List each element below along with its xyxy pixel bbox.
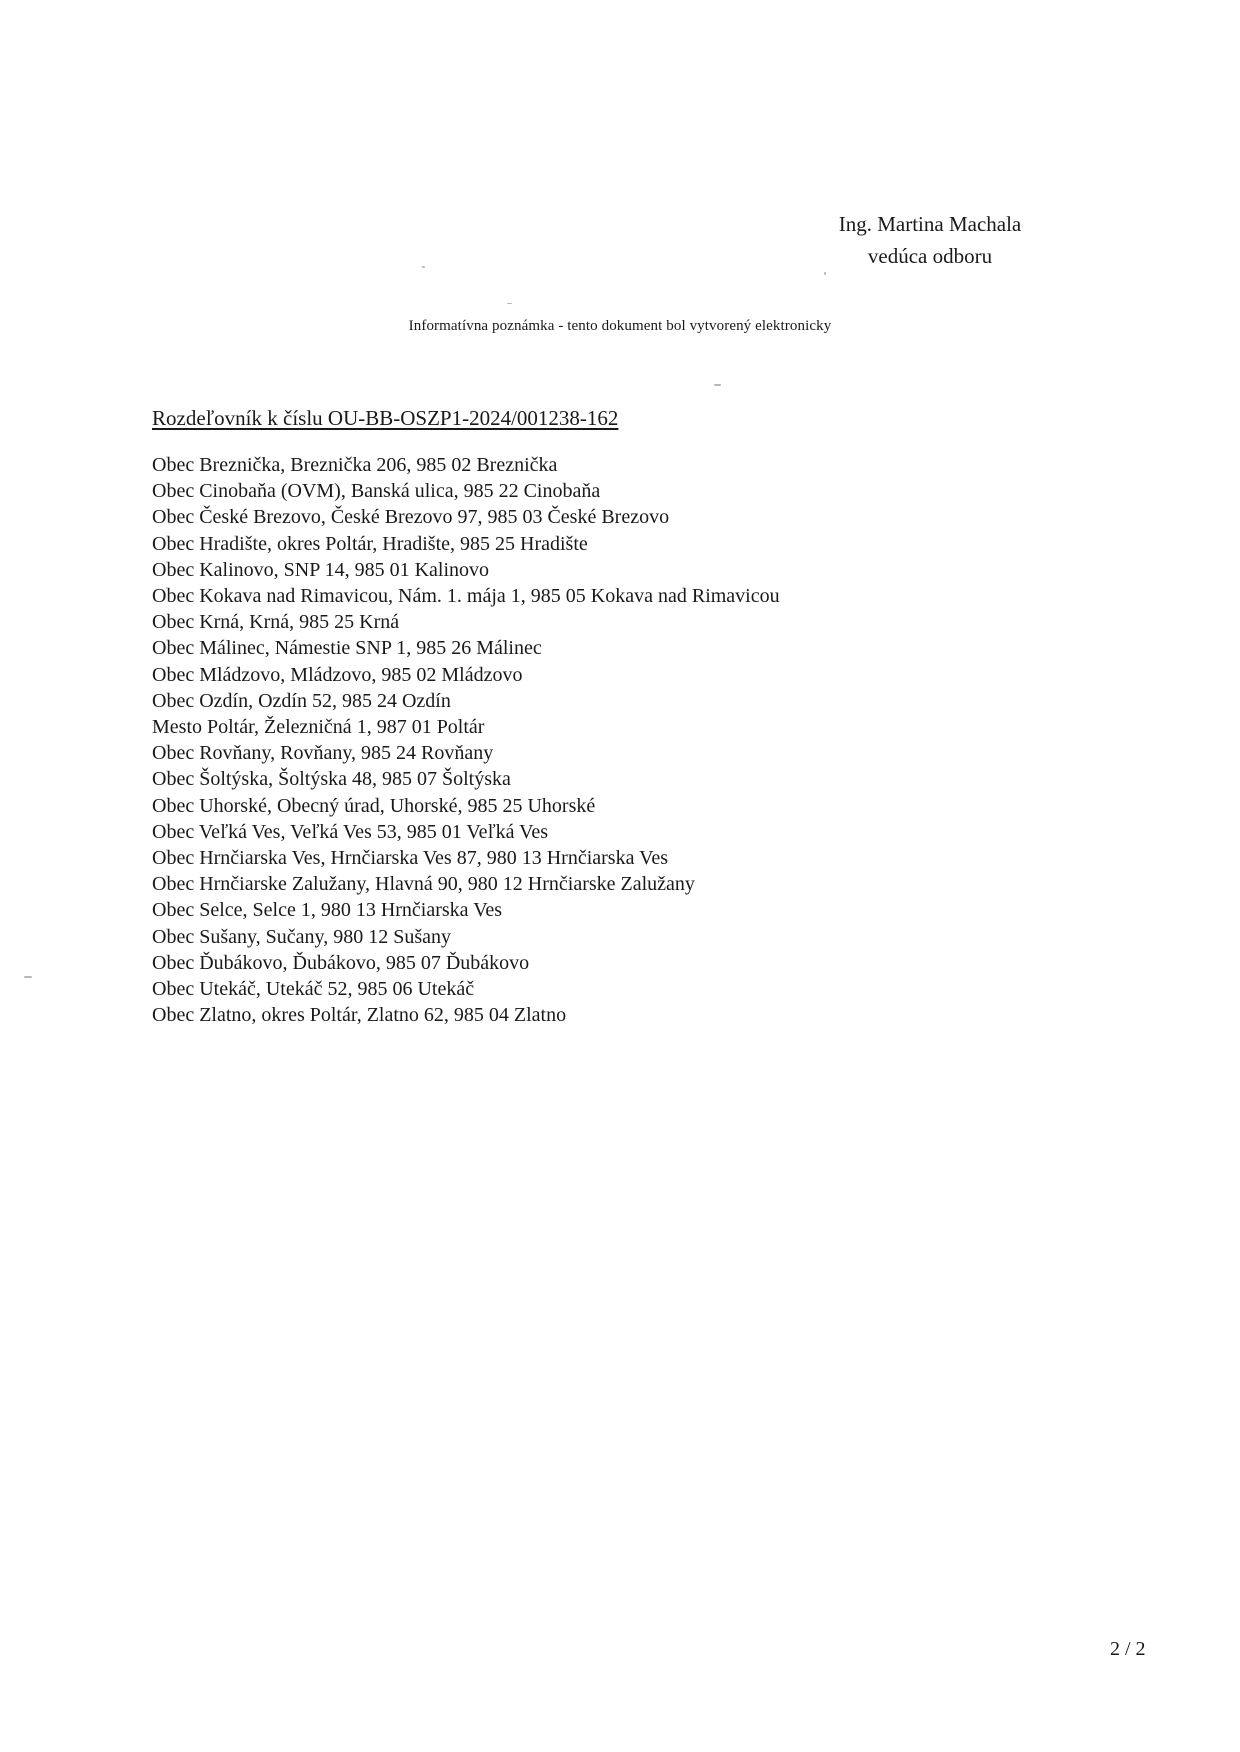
recipient-item: Obec Rovňany, Rovňany, 985 24 Rovňany: [152, 742, 494, 765]
recipient-item: Obec Utekáč, Utekáč 52, 985 06 Utekáč: [152, 978, 475, 1001]
recipient-item: Obec Breznička, Breznička 206, 985 02 Breznička: [152, 454, 558, 476]
scan-speck: [422, 266, 425, 268]
scan-speck: [824, 272, 826, 275]
recipient-item: Obec Ozdín, Ozdín 52, 985 24 Ozdín: [152, 689, 451, 712]
recipient-item: Obec České Brezovo, České Brezovo 97, 985 03 České Brezovo: [152, 506, 670, 529]
electronic-document-note: Informatívna poznámka - tento dokument bol vytvorený elektronicky: [408, 318, 832, 334]
recipient-item: Obec Veľká Ves, Veľká Ves 53, 985 01 Veľká Ves: [152, 820, 549, 843]
recipient-item: Obec Mládzovo, Mládzovo, 985 02 Mládzovo: [152, 663, 523, 686]
scan-speck: [507, 303, 512, 304]
scan-speck: [24, 976, 32, 978]
recipient-item: Obec Uhorské, Obecný úrad, Uhorské, 985 25 Uhorské: [152, 794, 596, 817]
recipient-item: Obec Cinobaňa (OVM), Banská ulica, 985 22 Cinobaňa: [152, 480, 601, 503]
recipient-item: Obec Sušany, Sučany, 980 12 Sušany: [152, 925, 452, 948]
recipient-list: [152, 452, 1052, 1028]
recipient-item: Obec Krná, Krná, 985 25 Krná: [152, 611, 400, 634]
signatory-name: Ing. Martina Machala: [838, 212, 1022, 236]
page-number: 2 / 2: [1110, 1638, 1146, 1660]
distribution-title: Rozdeľovník k číslu OU-BB-OSZP1-2024/001238-162: [152, 406, 619, 430]
recipient-item: Obec Hrnčiarske Zalužany, Hlavná 90, 980 12 Hrnčiarske Zalužany: [152, 873, 695, 896]
recipient-item: Obec Ďubákovo, Ďubákovo, 985 07 Ďubákovo: [152, 951, 530, 974]
recipient-item: Obec Hrnčiarska Ves, Hrnčiarska Ves 87, 980 13 Hrnčiarska Ves: [152, 847, 668, 870]
recipient-item: Obec Šoltýska, Šoltýska 48, 985 07 Šoltýska: [152, 768, 511, 791]
distribution-section: [152, 404, 1052, 1028]
recipient-item: Obec Kokava nad Rimavicou, Nám. 1. mája 1, 985 05 Kokava nad Rimavicou: [152, 585, 780, 608]
recipient-item: Obec Kalinovo, SNP 14, 985 01 Kalinovo: [152, 558, 490, 581]
scan-speck: [714, 384, 721, 386]
signatory-position: vedúca odboru: [867, 244, 993, 268]
recipient-item: Obec Hradište, okres Poltár, Hradište, 985 25 Hradište: [152, 532, 588, 555]
recipient-item: Obec Selce, Selce 1, 980 13 Hrnčiarska Ves: [152, 899, 503, 922]
recipient-item: Obec Málinec, Námestie SNP 1, 985 26 Málinec: [152, 637, 542, 660]
recipient-item: Obec Zlatno, okres Poltár, Zlatno 62, 985 04 Zlatno: [152, 1004, 567, 1027]
recipient-item: Mesto Poltár, Železničná 1, 987 01 Poltár: [152, 716, 485, 739]
signature-block: [800, 208, 1060, 272]
